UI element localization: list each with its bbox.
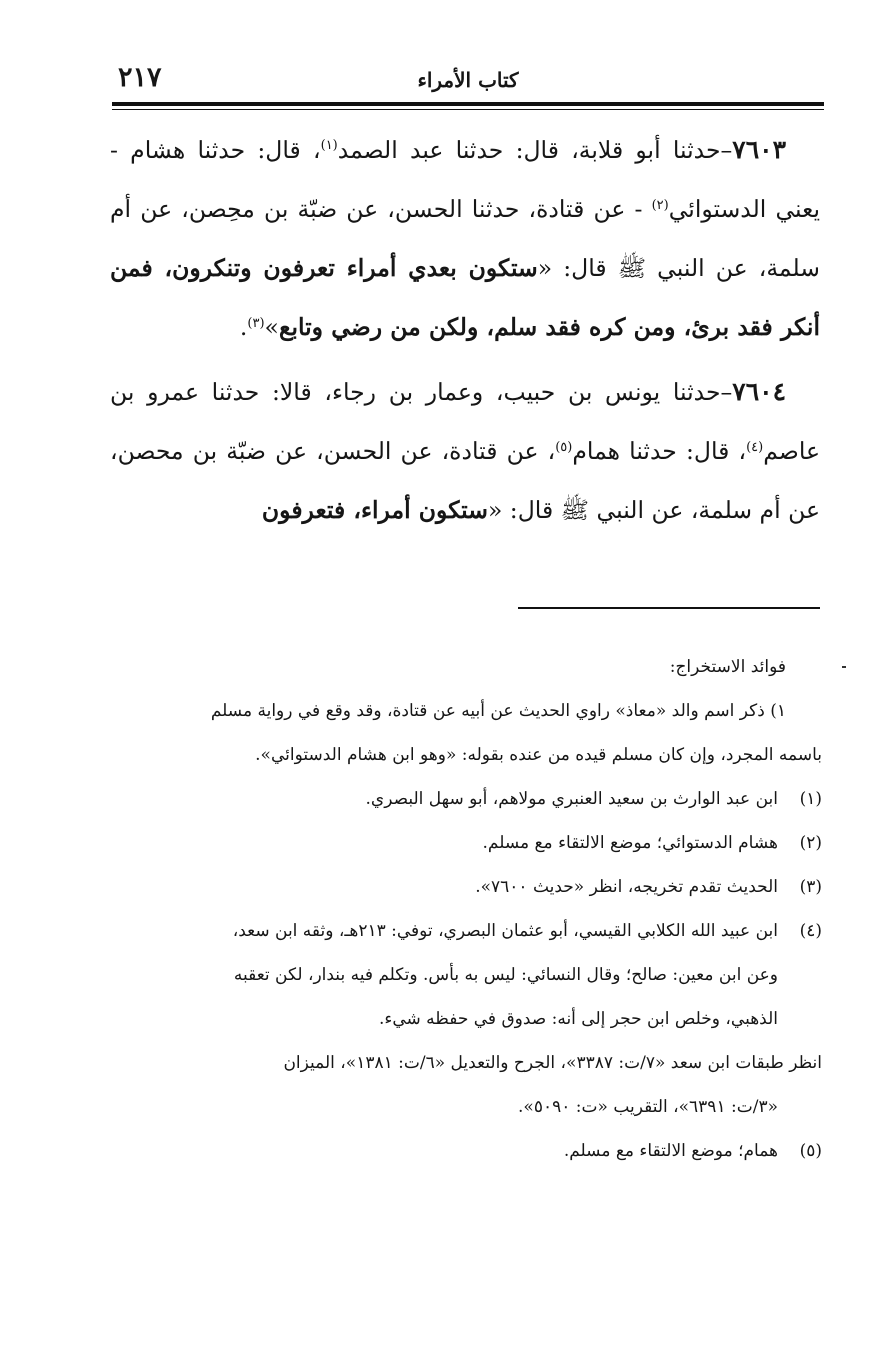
hadith-7603 xyxy=(110,120,820,357)
footnote-ref: (٢) xyxy=(651,198,669,213)
footnote-text: «٣/ت: ٦٣٩١»، التقريب «ت: ٥٠٩٠». xyxy=(518,1097,778,1117)
hadith-text: –حدثنا يونس بن حبيب، وعمار بن رجاء، قالا: حدثنا عمرو بن عاصم xyxy=(110,378,820,465)
footnote-3 xyxy=(110,865,822,909)
footnote-number: (٥) xyxy=(799,1141,822,1161)
footnote-text: هشام الدستوائي؛ موضع الالتقاء مع مسلم. xyxy=(482,833,778,853)
footnote-number: (٢) xyxy=(799,833,822,853)
margin-mark xyxy=(842,666,846,668)
prophetic-quote: ستكون أمراء، فتعرفون xyxy=(261,496,488,524)
footnote-number: (٣) xyxy=(799,877,822,897)
footnote-separator xyxy=(518,607,820,609)
footnotes xyxy=(110,645,822,1173)
footnote-text: الذهبي، وخلص ابن حجر إلى أنه: صدوق في حفظه شيء. xyxy=(378,1009,778,1029)
footnote-text: الحديث تقدم تخريجه، انظر «حديث ٧٦٠٠». xyxy=(475,877,778,897)
footnote-text: وعن ابن معين: صالح؛ وقال النسائي: ليس به بأس. وتكلم فيه بندار، لكن تعقبه xyxy=(233,965,778,985)
hadith-text: ، عن قتادة، عن الحسن، عن ضبّة بن محصن، عن أم سلمة، عن النبي ﷺ قال: « xyxy=(110,437,820,524)
benefits-heading: فوائد الاستخراج: xyxy=(669,657,786,677)
page-header xyxy=(112,62,824,102)
running-title: كتاب الأمراء xyxy=(417,68,519,92)
hadith-text: . xyxy=(239,313,248,341)
footnote-number: (١) xyxy=(799,789,822,809)
footnote-ref: (٥) xyxy=(555,440,573,455)
footnote-text: همام؛ موضع الالتقاء مع مسلم. xyxy=(563,1141,778,1161)
benefit-line: باسمه المجرد، وإن كان مسلم قيده من عنده بقوله: «وهو ابن هشام الدستوائي». xyxy=(255,745,822,765)
header-rule-thin xyxy=(112,109,824,110)
hadith-text: ، قال: حدثنا هشام - يعني الدستوائي xyxy=(110,136,820,223)
hadith-text: ، قال: حدثنا همام xyxy=(572,437,747,465)
header-rule-thick xyxy=(112,102,824,106)
footnote-2 xyxy=(110,821,822,865)
footnote-ref: (٣) xyxy=(247,316,265,331)
page-number: ٢١٧ xyxy=(118,62,162,93)
hadith-number: ٧٦٠٣ xyxy=(732,135,786,164)
hadith-text: » xyxy=(264,313,279,341)
hadith-text: - عن قتادة، حدثنا الحسن، عن ضبّة بن محِصن، عن أم سلمة، عن النبي ﷺ قال: « xyxy=(110,195,820,282)
footnote-5 xyxy=(110,1129,822,1173)
footnote-ref: (٤) xyxy=(746,440,764,455)
main-text xyxy=(110,120,820,540)
footnote-number: (٤) xyxy=(799,921,822,941)
hadith-number: ٧٦٠٤ xyxy=(732,377,786,406)
hadith-text: –حدثنا أبو قلابة، قال: حدثنا عبد الصمد xyxy=(337,136,733,164)
footnote-text: ابن عبيد الله الكلابي القيسي، أبو عثمان البصري، توفي: ٢١٣هـ، وثقه ابن سعد، xyxy=(232,921,778,941)
hadith-7604 xyxy=(110,362,820,540)
footnote-ref: (١) xyxy=(320,138,338,153)
benefit-line: ١) ذكر اسم والد «معاذ» راوي الحديث عن أبيه عن قتادة، وقد وقع في رواية مسلم xyxy=(210,701,786,721)
footnote-4 xyxy=(110,909,822,1041)
prophetic-quote: ستكون بعدي أمراء تعرفون وتنكرون، فمن أنكر فقد برئ، ومن كره فقد سلم، ولكن من رضي وتابع xyxy=(110,254,820,341)
footnote-text: ابن عبد الوارث بن سعيد العنبري مولاهم، أبو سهل البصري. xyxy=(365,789,778,809)
footnote-text: انظر طبقات ابن سعد «٧/ت: ٣٣٨٧»، الجرح والتعديل «٦/ت: ١٣٨١»، الميزان xyxy=(283,1053,822,1073)
footnote-1 xyxy=(110,777,822,821)
